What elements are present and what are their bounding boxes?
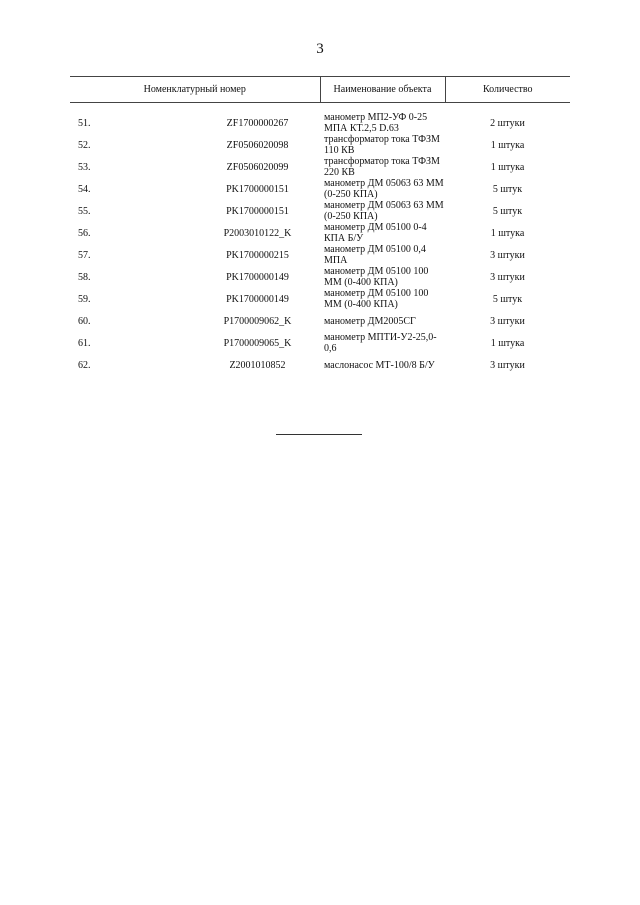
row-name: манометр ДМ2005СГ <box>324 315 416 327</box>
header-name: Наименование объекта <box>320 77 445 103</box>
row-qty: 5 штук <box>492 183 523 195</box>
table-row <box>70 310 570 332</box>
row-number: 55. <box>78 205 91 217</box>
row-name: трансформатор тока ТФЗМ 220 КВ <box>324 156 440 178</box>
table-row <box>70 200 570 222</box>
row-number: 53. <box>78 161 91 173</box>
row-name: манометр ДМ 05063 63 ММ (0-250 КПА) <box>324 200 444 222</box>
row-name: манометр ДМ 05100 0,4 МПА <box>324 244 426 266</box>
table-row <box>70 332 570 354</box>
row-qty: 5 штук <box>492 205 523 217</box>
table-row <box>70 156 570 178</box>
table-row <box>70 244 570 266</box>
row-number: 57. <box>78 249 91 261</box>
row-code: PK1700000151 <box>226 205 289 217</box>
row-name: манометр ДМ 05100 0-4 КПА Б/У <box>324 222 427 244</box>
row-qty: 3 штуки <box>490 249 525 261</box>
table-header <box>70 77 570 103</box>
row-number: 58. <box>78 271 91 283</box>
items-table <box>70 76 570 376</box>
row-number: 60. <box>78 315 91 327</box>
row-qty: 1 штука <box>490 161 525 173</box>
table-row <box>70 134 570 156</box>
row-qty: 2 штуки <box>490 117 525 129</box>
footer-divider <box>276 434 362 435</box>
row-code: PK1700000215 <box>226 249 289 261</box>
row-qty: 5 штук <box>492 293 523 305</box>
row-qty: 3 штуки <box>490 359 525 371</box>
header-code: Номенклатурный номер <box>143 84 246 95</box>
header-qty: Количество <box>445 77 570 103</box>
row-code: ZF0506020099 <box>226 161 289 173</box>
row-name: маслонасос МТ-100/8 Б/У <box>324 359 435 371</box>
row-qty: 1 штука <box>490 227 525 239</box>
table-body <box>70 103 570 377</box>
row-name: трансформатор тока ТФЗМ 110 КВ <box>324 134 440 156</box>
row-code: PK1700000149 <box>226 271 289 283</box>
row-code: Z2001010852 <box>229 359 286 371</box>
row-number: 59. <box>78 293 91 305</box>
row-name: манометр ДМ 05100 100 ММ (0-400 КПА) <box>324 288 429 310</box>
row-name: манометр ДМ 05100 100 ММ (0-400 КПА) <box>324 266 429 288</box>
row-number: 51. <box>78 117 91 129</box>
table-row <box>70 112 570 134</box>
table-row <box>70 178 570 200</box>
row-code: ZF0506020098 <box>226 139 289 151</box>
table-row <box>70 288 570 310</box>
row-code: PK1700000149 <box>226 293 289 305</box>
row-number: 52. <box>78 139 91 151</box>
row-number: 61. <box>78 337 91 349</box>
page-number: 3 <box>316 41 324 57</box>
row-code: P1700009065_K <box>223 337 292 349</box>
row-qty: 3 штуки <box>490 271 525 283</box>
table-row <box>70 266 570 288</box>
table-row <box>70 222 570 244</box>
row-number: 54. <box>78 183 91 195</box>
row-name: манометр МПТИ-У2-25,0-0,6 <box>324 332 437 354</box>
row-name: манометр МП2-УФ 0-25 МПА КТ.2,5 D.63 <box>324 112 428 134</box>
header-number-code <box>70 77 320 103</box>
row-number: 62. <box>78 359 91 371</box>
table-row <box>70 354 570 376</box>
row-qty: 1 штука <box>490 337 525 349</box>
row-name: манометр ДМ 05063 63 ММ (0-250 КПА) <box>324 178 444 200</box>
row-qty: 1 штука <box>490 139 525 151</box>
row-code: ZF1700000267 <box>226 117 289 129</box>
row-code: P1700009062_K <box>223 315 292 327</box>
row-qty: 3 штуки <box>490 315 525 327</box>
row-code: PK1700000151 <box>226 183 289 195</box>
row-code: P2003010122_K <box>223 227 292 239</box>
row-number: 56. <box>78 227 91 239</box>
